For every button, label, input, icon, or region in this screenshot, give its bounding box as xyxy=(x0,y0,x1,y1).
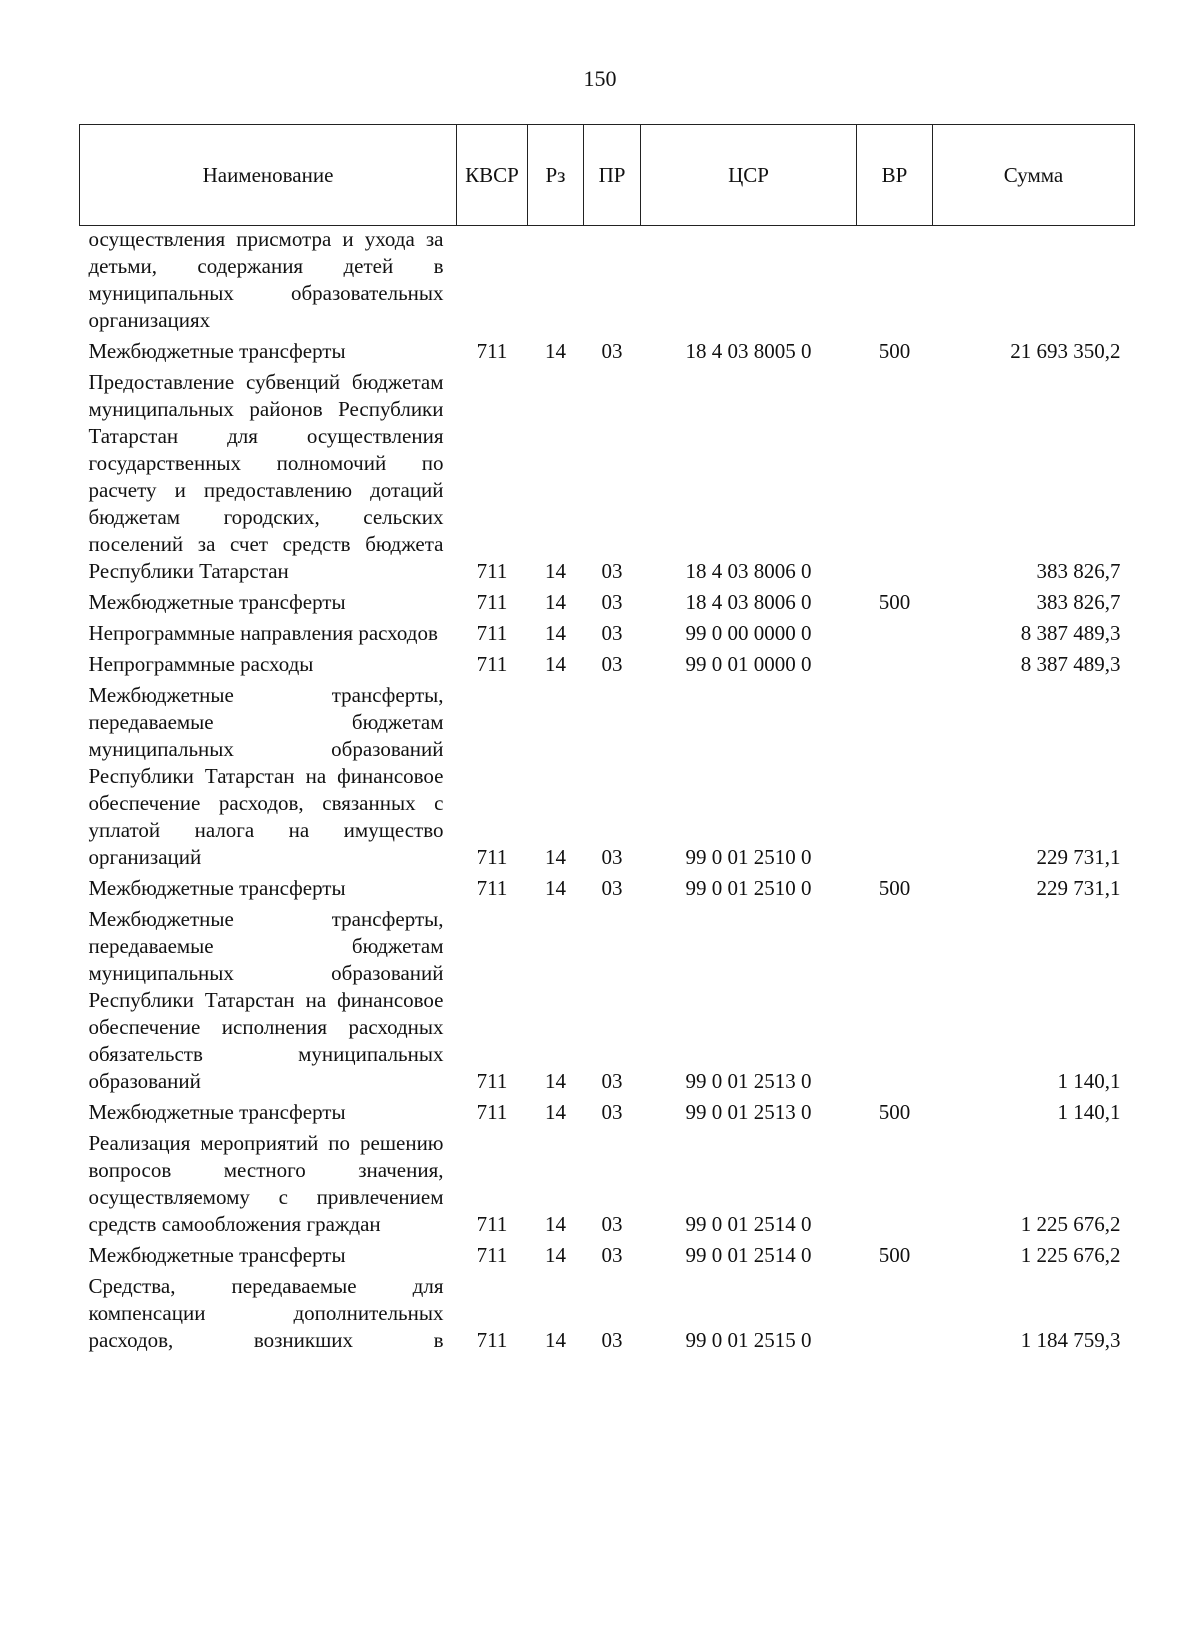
table-row xyxy=(80,1242,1135,1273)
row-kvsr: 711 xyxy=(476,1328,508,1352)
table-row xyxy=(80,906,1135,1099)
row-vr xyxy=(857,1273,933,1358)
row-kvsr: 711 xyxy=(476,1069,508,1093)
table-row xyxy=(80,369,1135,589)
row-sum xyxy=(933,226,1135,339)
row-kvsr: 711 xyxy=(476,1100,508,1124)
row-csr: 99 0 01 2510 0 xyxy=(685,845,812,869)
row-pr: 03 xyxy=(601,1212,623,1236)
row-vr: 500 xyxy=(878,339,911,363)
row-pr: 03 xyxy=(601,1100,623,1124)
table-row xyxy=(80,1099,1135,1130)
row-vr: 500 xyxy=(878,876,911,900)
row-sum: 8 387 489,3 xyxy=(1020,621,1121,645)
row-name: Межбюджетные трансферты, передаваемые бюджетам муниципальных образований Республики Татарстан на финансовое обеспечение расходов, связанных с уплатой налога на имущество организаций xyxy=(88,683,444,869)
row-pr: 03 xyxy=(601,876,623,900)
header-kvsr: КВСР xyxy=(457,125,528,226)
row-csr: 18 4 03 8005 0 xyxy=(685,339,812,363)
budget-table xyxy=(79,124,1135,1358)
row-rz: 14 xyxy=(545,1212,566,1236)
row-pr: 03 xyxy=(601,339,623,363)
row-rz: 14 xyxy=(545,845,566,869)
row-pr: 03 xyxy=(601,1069,623,1093)
row-sum: 1 184 759,3 xyxy=(1020,1328,1121,1352)
header-pr: ПР xyxy=(584,125,641,226)
row-vr xyxy=(857,369,933,589)
row-name: Межбюджетные трансферты xyxy=(88,339,346,363)
row-vr: 500 xyxy=(878,1100,911,1124)
row-name: Межбюджетные трансферты, передаваемые бюджетам муниципальных образований Республики Татарстан на финансовое обеспечение исполнения расходных обязательств муниципальных образований xyxy=(88,907,444,1093)
row-rz: 14 xyxy=(545,1100,566,1124)
row-rz: 14 xyxy=(545,559,566,583)
row-rz: 14 xyxy=(545,1069,566,1093)
row-pr xyxy=(584,226,641,339)
table-row xyxy=(80,338,1135,369)
row-csr: 99 0 01 2513 0 xyxy=(685,1069,812,1093)
table-row xyxy=(80,682,1135,875)
row-sum: 1 140,1 xyxy=(1057,1069,1121,1093)
row-csr: 18 4 03 8006 0 xyxy=(685,559,812,583)
row-sum: 1 140,1 xyxy=(1057,1100,1121,1124)
row-name: Межбюджетные трансферты xyxy=(88,1243,346,1267)
row-sum: 1 225 676,2 xyxy=(1020,1212,1121,1236)
table-row xyxy=(80,875,1135,906)
row-rz: 14 xyxy=(545,339,566,363)
row-csr: 99 0 01 2510 0 xyxy=(685,876,812,900)
table-row xyxy=(80,620,1135,651)
row-sum: 229 731,1 xyxy=(1036,845,1121,869)
row-name: Предоставление субвенций бюджетам муниципальных районов Республики Татарстан для осуществления государственных полномочий по расчету и предоставлению дотаций бюджетам городских, сельских поселений за счет средств бюджета Республики Татарстан xyxy=(88,370,444,583)
row-rz: 14 xyxy=(545,1328,566,1352)
row-rz: 14 xyxy=(545,621,566,645)
row-kvsr: 711 xyxy=(476,1243,508,1267)
row-vr xyxy=(857,651,933,682)
header-csr: ЦСР xyxy=(641,125,857,226)
row-pr: 03 xyxy=(601,845,623,869)
row-kvsr xyxy=(457,226,528,339)
row-kvsr: 711 xyxy=(476,652,508,676)
table-row xyxy=(80,226,1135,339)
header-name: Наименование xyxy=(80,125,457,226)
table-row xyxy=(80,651,1135,682)
row-csr: 99 0 01 2513 0 xyxy=(685,1100,812,1124)
row-kvsr: 711 xyxy=(476,876,508,900)
table-row xyxy=(80,589,1135,620)
table-header-row xyxy=(80,125,1135,226)
row-csr: 99 0 01 2514 0 xyxy=(685,1243,812,1267)
row-sum: 229 731,1 xyxy=(1036,876,1121,900)
row-rz xyxy=(528,226,584,339)
row-name: Непрограммные расходы xyxy=(88,652,314,676)
row-pr: 03 xyxy=(601,1328,623,1352)
table-row xyxy=(80,1273,1135,1358)
table-row xyxy=(80,1130,1135,1242)
row-kvsr: 711 xyxy=(476,590,508,614)
row-kvsr: 711 xyxy=(476,1212,508,1236)
header-rz: Рз xyxy=(528,125,584,226)
row-sum: 1 225 676,2 xyxy=(1020,1243,1121,1267)
row-csr: 99 0 01 2515 0 xyxy=(685,1328,812,1352)
row-name: осуществления присмотра и ухода за детьми, содержания детей в муниципальных образовательных организациях xyxy=(88,227,444,332)
row-name: Реализация мероприятий по решению вопросов местного значения, осуществляемому с привлечением средств самообложения граждан xyxy=(88,1131,444,1236)
row-csr: 99 0 01 0000 0 xyxy=(685,652,812,676)
row-rz: 14 xyxy=(545,590,566,614)
row-name: Непрограммные направления расходов xyxy=(88,621,438,645)
row-name: Межбюджетные трансферты xyxy=(88,590,346,614)
row-vr xyxy=(857,620,933,651)
row-name: Средства, передаваемые для компенсации дополнительных расходов, возникших в xyxy=(88,1274,444,1352)
row-vr xyxy=(857,1130,933,1242)
row-sum: 21 693 350,2 xyxy=(1010,339,1121,363)
row-pr: 03 xyxy=(601,1243,623,1267)
row-vr: 500 xyxy=(878,590,911,614)
row-kvsr: 711 xyxy=(476,559,508,583)
row-kvsr: 711 xyxy=(476,621,508,645)
row-pr: 03 xyxy=(601,652,623,676)
row-rz: 14 xyxy=(545,876,566,900)
row-csr xyxy=(641,226,857,339)
row-sum: 383 826,7 xyxy=(1036,559,1121,583)
row-pr: 03 xyxy=(601,621,623,645)
header-sum: Сумма xyxy=(933,125,1135,226)
row-csr: 99 0 00 0000 0 xyxy=(685,621,812,645)
row-name: Межбюджетные трансферты xyxy=(88,1100,346,1124)
header-vr: ВР xyxy=(857,125,933,226)
row-pr: 03 xyxy=(601,559,623,583)
row-vr xyxy=(857,682,933,875)
row-csr: 18 4 03 8006 0 xyxy=(685,590,812,614)
row-kvsr: 711 xyxy=(476,845,508,869)
row-vr xyxy=(857,906,933,1099)
row-sum: 8 387 489,3 xyxy=(1020,652,1121,676)
row-name: Межбюджетные трансферты xyxy=(88,876,346,900)
row-rz: 14 xyxy=(545,1243,566,1267)
page-number: 150 xyxy=(583,66,617,91)
row-csr: 99 0 01 2514 0 xyxy=(685,1212,812,1236)
row-vr: 500 xyxy=(878,1243,911,1267)
row-sum: 383 826,7 xyxy=(1036,590,1121,614)
row-pr: 03 xyxy=(601,590,623,614)
row-kvsr: 711 xyxy=(476,339,508,363)
row-rz: 14 xyxy=(545,652,566,676)
row-vr xyxy=(857,226,933,339)
